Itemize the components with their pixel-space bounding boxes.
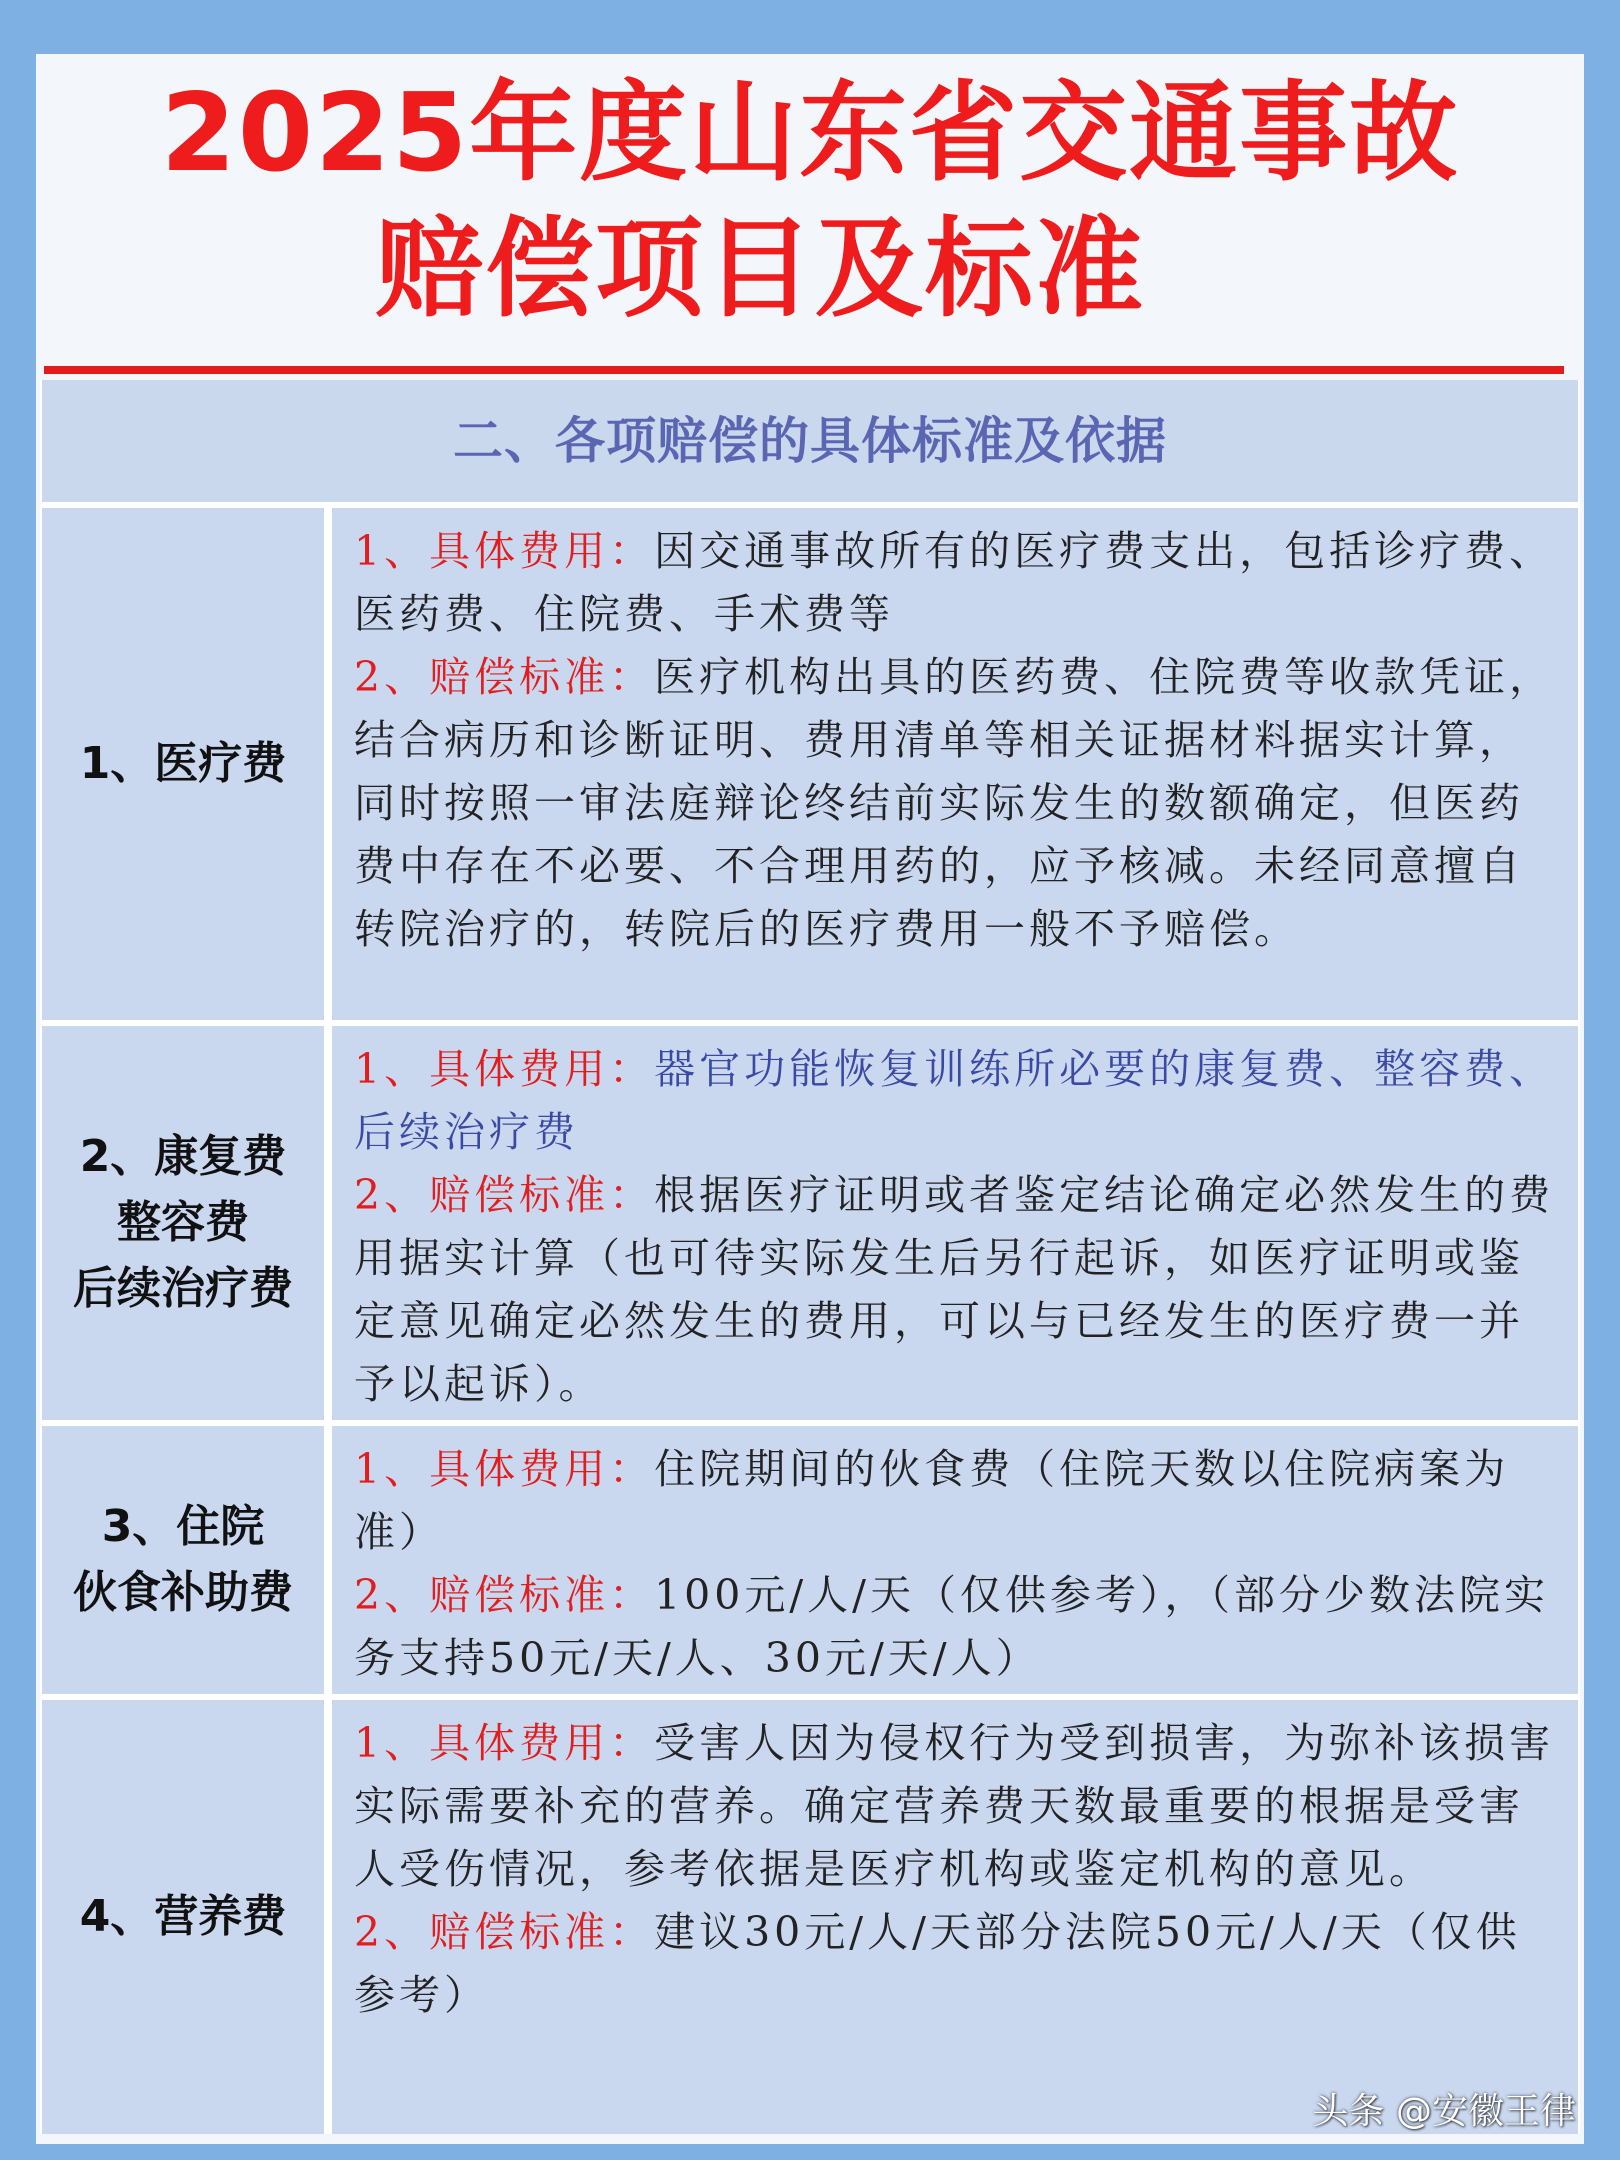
item-standard [354,646,1556,961]
row-content [332,508,1578,1020]
row-label-line: 1、医疗费 [79,738,287,789]
table-row-medical [42,508,1578,1020]
item-text: 器官功能恢复训练所必要的康复费、整容费、后续治疗费 [354,1045,1555,1156]
item-key: 1、具体费用： [354,1719,655,1767]
row-label [42,1026,324,1420]
row-label [42,508,324,1020]
item-text: 根据医疗证明或者鉴定结论确定必然发生的费用据实计算（也可待实际发生后另行起诉，如医疗证明或鉴定意见确定必然发生的费用，可以与已经发生的医疗费一并予以起诉）。 [354,1171,1555,1408]
row-label-line: 整容费 [117,1197,249,1248]
table-row-rehab [42,1026,1578,1420]
title-line-2: 赔偿项目及标准 [374,207,1145,332]
title-divider [44,366,1564,374]
item-key: 1、具体费用： [354,527,655,575]
item-standard [354,1901,1556,2027]
item-specific-cost [354,520,1556,646]
item-specific-cost [354,1438,1556,1564]
item-key: 1、具体费用： [354,1445,655,1493]
item-text: 住院期间的伙食费（住院天数以住院病案为准） [354,1445,1510,1556]
section-header: 二、各项赔偿的具体标准及依据 [42,380,1578,502]
item-key: 1、具体费用： [354,1045,655,1093]
item-key: 2、赔偿标准： [354,653,655,701]
item-key: 2、赔偿标准： [354,1908,655,1956]
row-label-line: 2、康复费 [79,1131,287,1182]
item-key: 2、赔偿标准： [354,1571,655,1619]
item-standard [354,1164,1556,1416]
watermark: 头条 @安徽王律 [1312,2091,1576,2132]
item-key: 2、赔偿标准： [354,1171,655,1219]
row-label-line: 3、住院 [101,1501,265,1552]
compensation-table [40,380,1580,2134]
row-content [332,1426,1578,1694]
item-specific-cost [354,1712,1556,1901]
row-label [42,1426,324,1694]
item-standard [354,1564,1556,1690]
page-title [36,54,1584,354]
table-row-nutrition [42,1700,1578,2134]
item-text: 建议30元/人/天部分法院50元/人/天（仅供参考） [354,1908,1521,2019]
item-specific-cost [354,1038,1556,1164]
row-label-line: 后续治疗费 [73,1263,293,1314]
title-line-1: 2025年度山东省交通事故 [160,71,1460,196]
row-label-line: 4、营养费 [79,1891,287,1942]
item-text: 受害人因为侵权行为受到损害，为弥补该损害实际需要补充的营养。确定营养费天数最重要的根据是受害人受伤情况，参考依据是医疗机构或鉴定机构的意见。 [354,1719,1555,1893]
row-content [332,1026,1578,1420]
row-label-line: 伙食补助费 [73,1567,293,1618]
row-content [332,1700,1578,2134]
item-text: 100元/人/天（仅供参考），（部分少数法院实务支持50元/天/人、30元/天/人） [354,1571,1549,1682]
table-row-meal-allowance [42,1426,1578,1694]
document-frame [36,54,1584,2144]
item-text: 因交通事故所有的医疗费支出，包括诊疗费、医药费、住院费、手术费等 [354,527,1555,638]
item-text: 医疗机构出具的医药费、住院费等收款凭证，结合病历和诊断证明、费用清单等相关证据材料据实计算，同时按照一审法庭辩论终结前实际发生的数额确定，但医药费中存在不必要、不合理用药的，应予核减。未经同意擅自转院治疗的，转院后的医疗费用一般不予赔偿。 [354,653,1555,953]
row-label [42,1700,324,2134]
